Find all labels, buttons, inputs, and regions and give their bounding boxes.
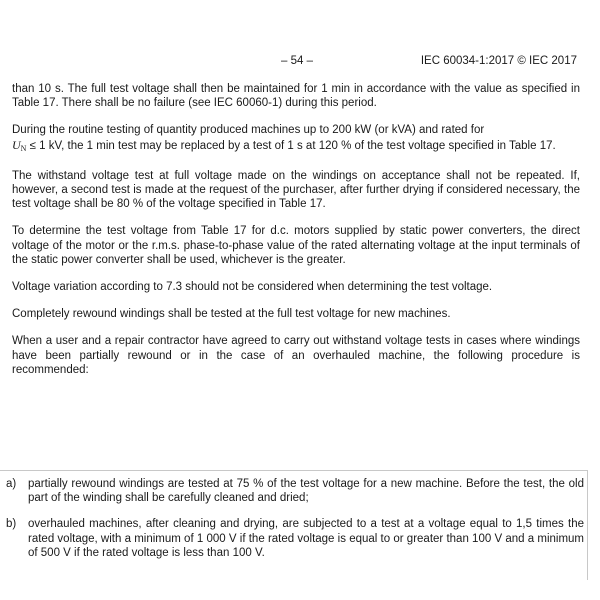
list-marker: a)	[6, 478, 17, 490]
paragraph: To determine the test voltage from Table 17 for d.c. motors supplied by static power converters, the direct voltage of the motor or the r.m.s. phase-to-phase value of the rated alternating voltage at the input terminals of the static power converter shall be used, whichever is the greater.	[12, 225, 580, 266]
list-frame-rule	[587, 470, 588, 580]
document-body	[12, 82, 580, 390]
procedure-list	[0, 470, 588, 566]
list-item-text: partially rewound windings are tested at 75 % of the test voltage for a new machine. Before the test, the old part of the winding shall be carefully cleaned and dried;	[28, 478, 584, 505]
list-marker: b)	[6, 518, 17, 531]
standard-reference: IEC 60034-1:2017 © IEC 2017	[420, 55, 577, 67]
paragraph: than 10 s. The full test voltage shall then be maintained for 1 min in accordance with the value as specified in Table 17. There shall be no failure (see IEC 60060-1) during this period.	[12, 83, 580, 110]
paragraph	[12, 123, 580, 155]
paragraph: Voltage variation according to 7.3 should not be considered when determining the test voltage.	[12, 281, 493, 294]
page-header	[0, 55, 600, 71]
paragraph-text: During the routine testing of quantity produced machines up to 200 kW (or kVA) and rated for	[12, 124, 485, 137]
rated-voltage-symbol: $U_N$	[12, 137, 27, 153]
list-item	[0, 511, 588, 566]
page-number: – 54 –	[281, 55, 313, 67]
paragraph: The withstand voltage test at full voltage made on the windings on acceptance shall not be repeated. If, however, a second test is made at the request of the purchaser, after further drying if considered necessary, the test voltage shall be 80 % of the voltage specified in Table 17.	[12, 169, 580, 211]
paragraph-text: ≤ 1 kV, the 1 min test may be replaced by a test of 1 s at 120 % of the test voltage specified in Table 17.	[26, 139, 556, 152]
paragraph: When a user and a repair contractor have agreed to carry out withstand voltage tests in cases where windings have been partially rewound or in the case of an overhauled machine, the following procedure is recommended:	[12, 335, 580, 376]
list-item	[0, 470, 588, 511]
list-item-text: overhauled machines, after cleaning and drying, are subjected to a test at a voltage equal to 1,5 times the rated voltage, with a minimum of 1 000 V if the rated voltage is equal to or greater than 100 V and a minimum of 500 V if the rated voltage is less than 100 V.	[28, 518, 584, 559]
paragraph: Completely rewound windings shall be tested at the full test voltage for new machines.	[12, 308, 451, 321]
